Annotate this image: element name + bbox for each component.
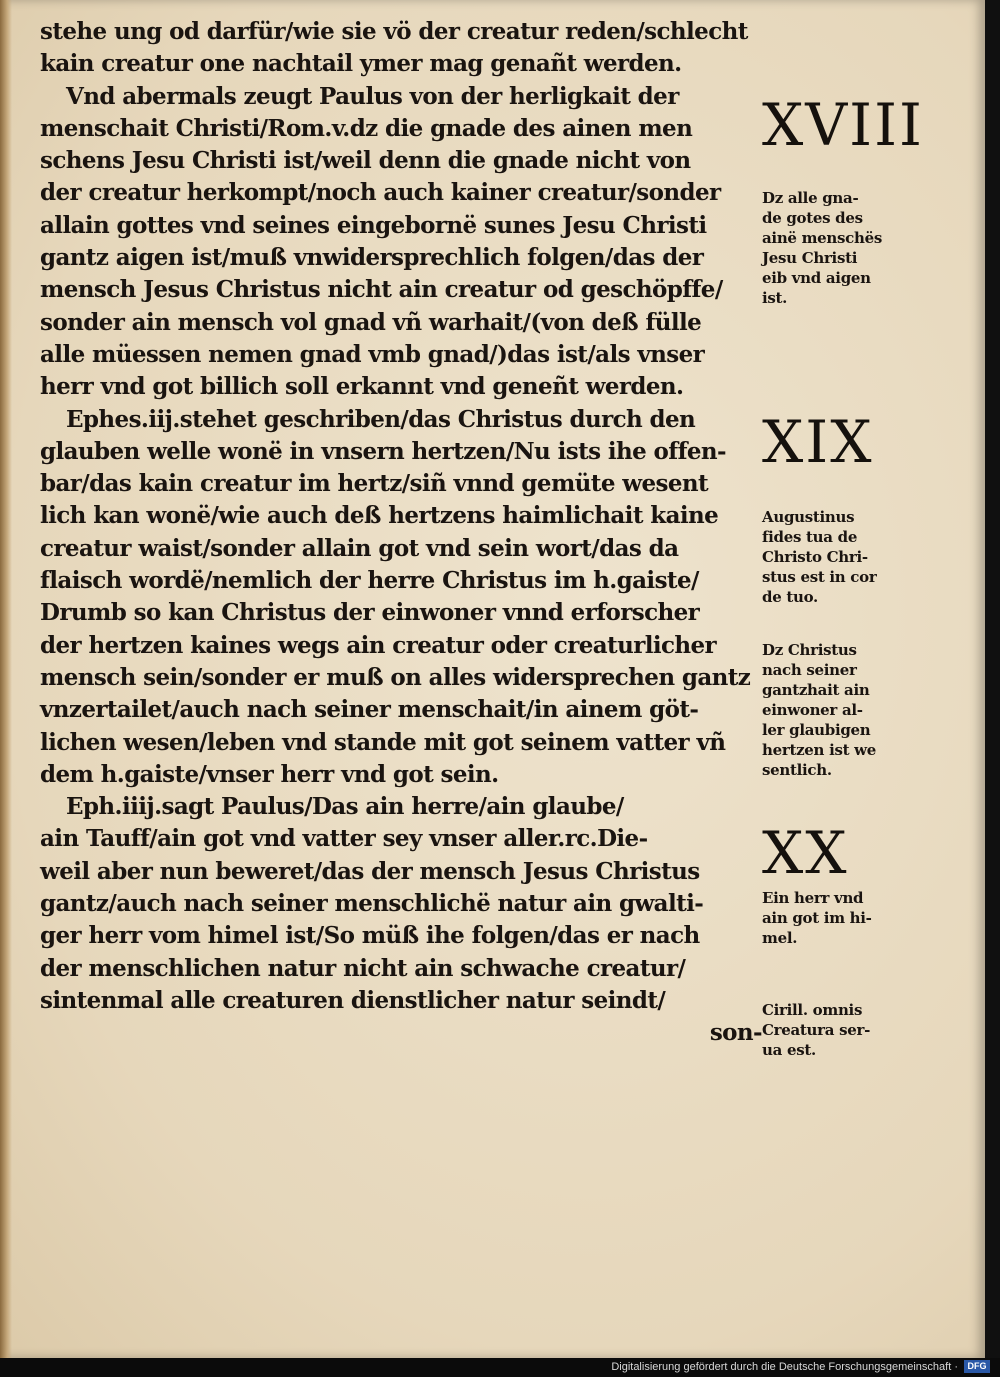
text-line: weil aber nun beweret/das der mensch Jesus Christus — [40, 857, 700, 885]
main-text-block — [40, 16, 762, 1050]
text-line: creatur waist/sonder allain got vnd sein wort/das da — [40, 534, 679, 562]
text-line: herr vnd got billich soll erkannt vnd geneñt werden. — [40, 373, 684, 401]
text-line: schens Jesu Christi ist/weil denn die gnade nicht von — [40, 147, 691, 175]
margin-note-5 — [762, 1000, 952, 1060]
margin-note-2 — [762, 507, 952, 607]
dfg-logo: DFG — [964, 1360, 990, 1373]
margin-note-line: Cirill. omnis — [762, 1001, 863, 1019]
margin-note-line: Dz Christus — [762, 641, 857, 659]
text-line: flaisch wordë/nemlich der herre Christus im h.gaiste/ — [40, 567, 699, 595]
margin-note-line: Christo Chri- — [762, 548, 868, 566]
margin-note-line: fides tua de — [762, 528, 858, 546]
text-line: alle müessen nemen gnad vmb gnad/)das ist/als vnser — [40, 340, 705, 368]
text-line: glauben welle wonë in vnsern hertzen/Nu ists ihe offen- — [40, 437, 726, 465]
section-numeral-18: XVIII — [762, 91, 924, 159]
margin-note-line: ainë menschës — [762, 229, 882, 247]
text-line: ain Tauff/ain got vnd vatter sey vnser aller.rc.Die- — [40, 825, 648, 853]
margin-note-line: sentlich. — [762, 761, 832, 779]
text-line: kain creatur one nachtail ymer mag genañt werden. — [40, 50, 682, 78]
text-line: gantz aigen ist/muß vnwidersprechlich folgen/das der — [40, 244, 704, 272]
margin-note-line: ain got im hi- — [762, 909, 872, 927]
text-line: der menschlichen natur nicht ain schwache creatur/ — [40, 954, 686, 982]
margin-note-1 — [762, 188, 952, 308]
text-line: lichen wesen/leben vnd stande mit got seinem vatter vñ — [40, 728, 726, 756]
text-line: mensch Jesus Christus nicht ain creatur od geschöpffe/ — [40, 276, 723, 304]
footer-credit: Digitalisierung gefördert durch die Deutsche Forschungsgemeinschaft · — [611, 1361, 958, 1373]
text-line: Drumb so kan Christus der einwoner vnnd erforscher — [40, 599, 700, 627]
margin-note-line: stus est in cor — [762, 568, 877, 586]
text-line: Eph.iiij.sagt Paulus/Das ain herre/ain glaube/ — [66, 793, 624, 821]
margin-note-line: ist. — [762, 289, 788, 307]
margin-note-line: de gotes des — [762, 209, 863, 227]
text-line: bar/das kain creatur im hertz/siñ vnnd gemüte wesent — [40, 470, 709, 498]
text-line: der hertzen kaines wegs ain creatur oder creaturlicher — [40, 631, 717, 659]
text-line: menschait Christi/Rom.v.dz die gnade des ainen men — [40, 114, 693, 142]
margin-note-line: Jesu Christi — [762, 249, 858, 267]
section-numeral-19: XIX — [762, 408, 874, 476]
text-line: gantz/auch nach seiner menschlichë natur ain gwalti- — [40, 890, 704, 918]
section-numeral-20: XX — [762, 819, 849, 887]
text-line: sintenmal alle creaturen dienstlicher natur seindt/ — [40, 986, 666, 1014]
margin-note-line: mel. — [762, 929, 798, 947]
margin-note-line: Creatura ser- — [762, 1021, 870, 1039]
margin-note-4 — [762, 888, 952, 948]
text-line: mensch sein/sonder er muß on alles widersprechen gantz — [40, 663, 751, 691]
text-line: stehe ung od darfür/wie sie vö der creatur reden/schlecht — [40, 18, 748, 45]
margin-note-line: nach seiner — [762, 661, 857, 679]
margin-note-line: Augustinus — [762, 508, 855, 526]
margin-note-line: ua est. — [762, 1041, 816, 1059]
text-line: ger herr vom himel ist/So müß ihe folgen/das er nach — [40, 922, 700, 950]
margin-note-3 — [762, 640, 952, 780]
text-line: dem h.gaiste/vnser herr vnd got sein. — [40, 760, 499, 788]
catchword: son- — [709, 1019, 762, 1047]
text-line: Vnd abermals zeugt Paulus von der herligkait der — [66, 82, 679, 110]
text-line: der creatur herkompt/noch auch kainer creatur/sonder — [40, 179, 721, 207]
margin-note-line: ler glaubigen — [762, 721, 871, 739]
margin-note-line: hertzen ist we — [762, 741, 877, 759]
text-line: Ephes.iij.stehet geschriben/das Christus durch den — [66, 405, 696, 433]
text-line: lich kan wonë/wie auch deß hertzens haimlichait kaine — [40, 502, 719, 530]
text-line: sonder ain mensch vol gnad vñ warhait/(von deß fülle — [40, 308, 702, 336]
text-line: vnzertailet/auch nach seiner menschait/in ainem göt- — [40, 696, 699, 724]
margin-note-line: Ein herr vnd — [762, 889, 864, 907]
margin-note-line: einwoner al- — [762, 701, 863, 719]
margin-note-line: de tuo. — [762, 588, 818, 606]
margin-note-line: eib vnd aigen — [762, 269, 871, 287]
page-spine-shadow — [0, 0, 12, 1358]
margin-note-line: gantzhait ain — [762, 681, 870, 699]
margin-note-line: Dz alle gna- — [762, 189, 859, 207]
text-line: allain gottes vnd seines eingebornë sunes Jesu Christi — [40, 211, 707, 239]
